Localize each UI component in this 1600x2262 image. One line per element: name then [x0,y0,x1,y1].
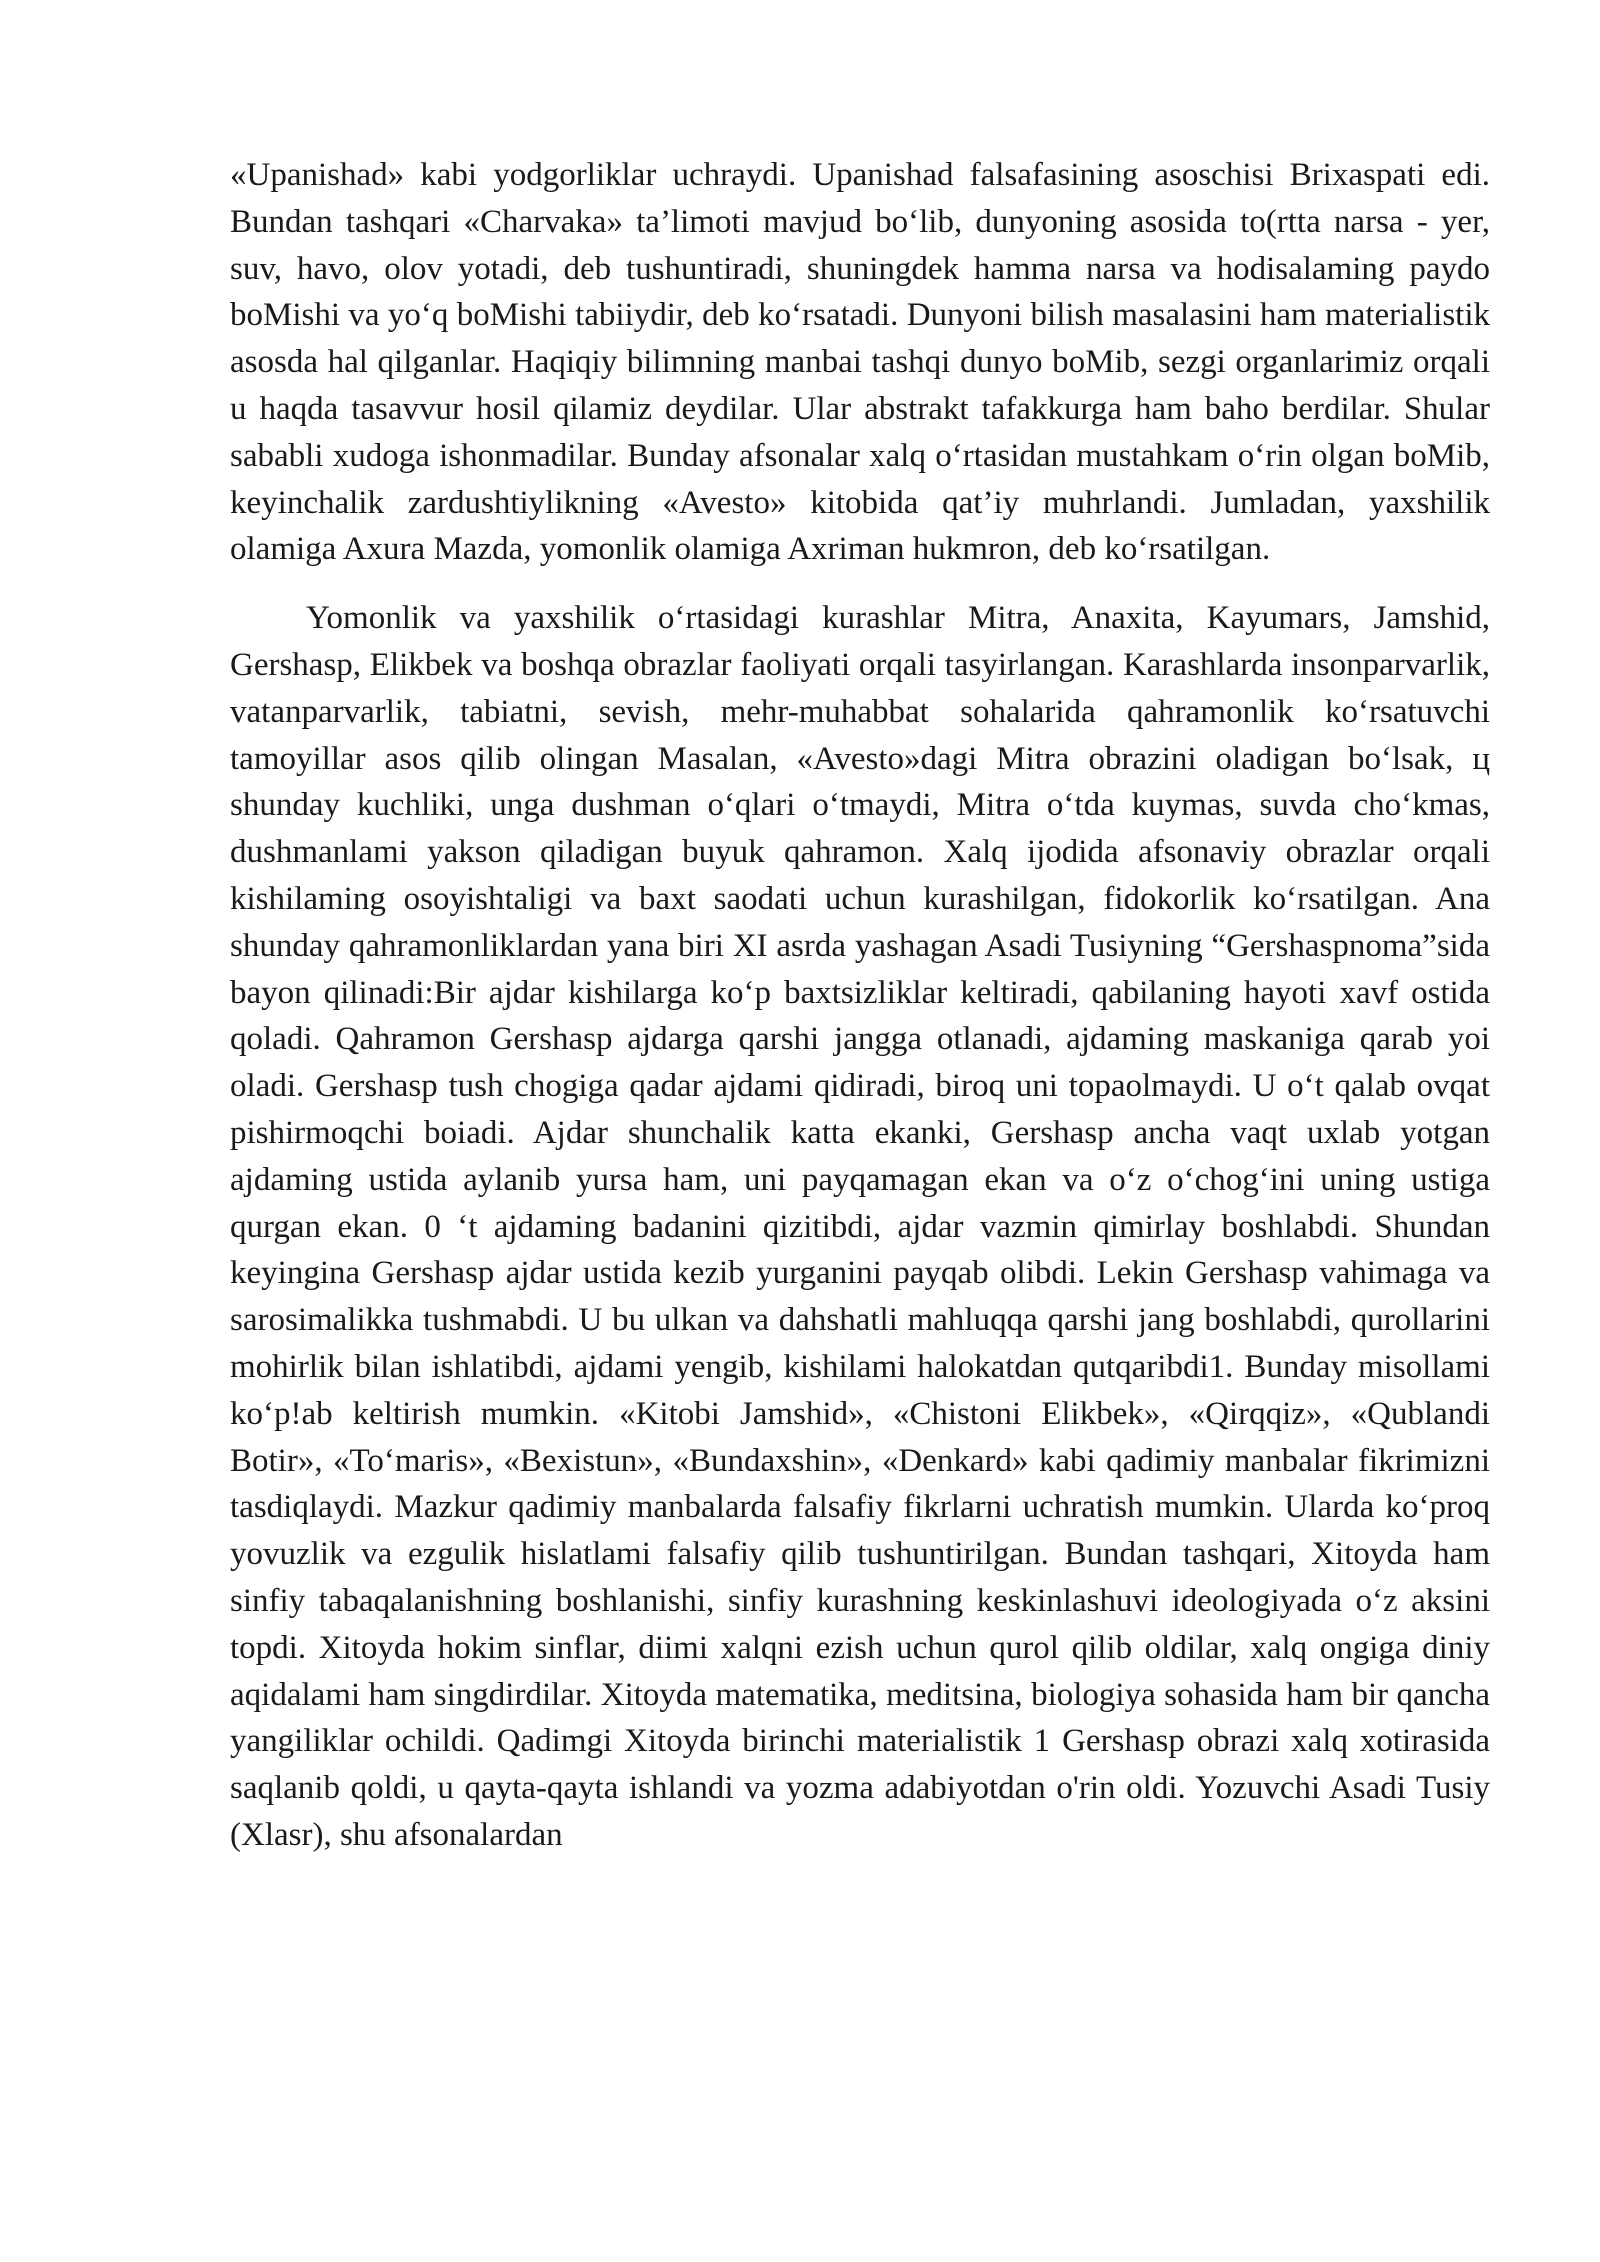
paragraph-upanishad: «Upanishad» kabi yodgorliklar uchraydi. Upanishad falsafasining asoschisi Brixaspati edi. Bundan tashqari «Charvaka» ta’limoti mavjud bo‘lib, dunyoning asosida to(rtta narsa - yer, suv, havo, olov yotadi, deb tushuntiradi, shuningdek hamma narsa va hodisalaming paydo boMishi va yo‘q boMishi tabiiydir, deb ko‘rsatadi. Dunyoni bilish masalasini ham materialistik asosda hal qilganlar. Haqiqiy bilimning manbai tashqi dunyo boMib, sezgi organlarimiz orqali u haqda tasavvur hosil qilamiz deydilar. Ular abstrakt tafakkurga ham baho berdilar. Shular sababli xudoga ishonmadilar. Bunday afsonalar xalq o‘rtasidan mustahkam o‘rin olgan boMib, keyinchalik zardushtiylikning «Avesto» kitobida qat’iy muhrlandi. Jumladan, yaxshilik olamiga Axura Mazda, yomonlik olamiga Axriman hukmron, deb ko‘rsatilgan. [230,157,1490,568]
paragraph-gershasp: Yomonlik va yaxshilik o‘rtasidagi kurashlar Mitra, Anaxita, Kayumars, Jamshid, Gershasp, Elikbek va boshqa obrazlar faoliyati orqali tasyirlangan. Karashlarda insonparvarlik, vatanparvarlik, tabiatni, sevish, mehr-muhabbat sohalarida qahramonlik ko‘rsatuvchi tamoyillar asos qilib olingan Masalan, «Avesto»dagi Mitra obrazini oladigan bo‘lsak, ц shunday kuchliki, unga dushman o‘qlari o‘tmaydi, Mitra o‘tda kuymas, suvda cho‘kmas, dushmanlami yakson qiladigan buyuk qahramon. Xalq ijodida afsonaviy obrazlar orqali kishilaming osoyishtaligi va baxt saodati uchun kurashilgan, fidokorlik ko‘rsatilgan. Ana shunday qahramonliklardan yana biri XI asrda yashagan Asadi Tusiyning “Gershaspnoma”sida bayon qilinadi:Bir ajdar kishilarga ko‘p baxtsizliklar keltiradi, qabilaning hayoti xavf ostida qoladi. Qahramon Gershasp ajdarga qarshi jangga otlanadi, ajdaming maskaniga qarab yoi oladi. Gershasp tush chogiga qadar ajdami qidiradi, biroq uni topaolmaydi. U o‘t qalab ovqat pishirmoqchi boiadi. Ajdar shunchalik katta ekanki, Gershasp ancha vaqt uxlab yotgan ajdaming ustida aylanib yursa ham, uni payqamagan ekan va o‘z o‘chog‘ini uning ustiga qurgan ekan. 0 ‘t ajdaming badanini qizitibdi, ajdar vazmin qimirlay boshlabdi. Shundan keyingina Gershasp ajdar ustida kezib yurganini payqab olibdi. Lekin Gershasp vahimaga va sarosimalikka tushmabdi. U bu ulkan va dahshatli mahluqqa qarshi jang boshlabdi, qurollarini mohirlik bilan ishlatibdi, ajdami yengib, kishilami halokatdan qutqaribdi1. Bunday misollami ko‘p!ab keltirish mumkin. «Kitobi Jamshid», «Chistoni Elikbek», «Qirqqiz», «Qublandi Botir», «To‘maris», «Bexistun», «Bundaxshin», «Denkard» kabi qadimiy manbalar fikrimizni tasdiqlaydi. Mazkur qadimiy manbalarda falsafiy fikrlarni uchratish mumkin. Ularda ko‘proq yovuzlik va ezgulik hislatlami falsafiy qilib tushuntirilgan. Bundan tashqari, Xitoyda ham sinfiy tabaqalanishning boshlanishi, sinfiy kurashning keskinlashuvi ideologiyada o‘z aksini topdi. Xitoyda hokim sinflar, diimi xalqni ezish uchun qurol qilib oldilar, xalq ongiga diniy aqidalami ham singdirdilar. Xitoyda matematika, meditsina, biologiya sohasida ham bir qancha yangiliklar ochildi. Qadimgi Xitoyda birinchi materialistik 1 Gershasp obrazi xalq xotirasida saqlanib qoldi, u qayta-qayta ishlandi va yozma adabiyotdan o'rin oldi. Yozuvchi Asadi Tusiy (Xlasr), shu afsonalardan [230,600,1490,1853]
document-body [230,152,1490,1859]
